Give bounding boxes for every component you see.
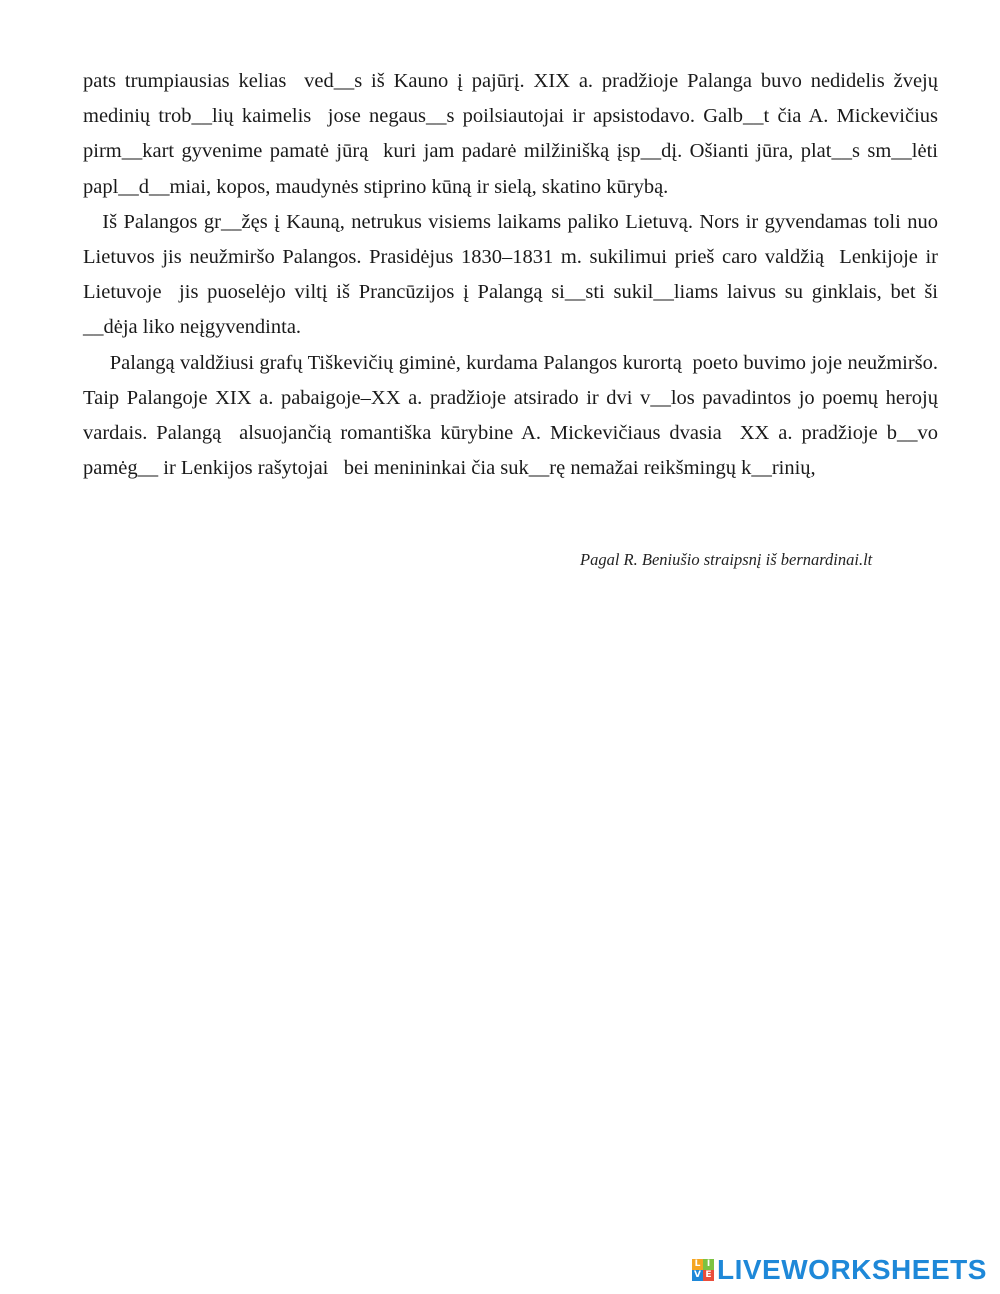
paragraph-1: pats trumpiausias kelias ved__s iš Kauno į pajūrį. XIX a. pradžioje Palanga buvo nedidelis žvejų medinių trob__lių kaimelis jose negaus__s poilsiautojai ir apsistodavo. Galb__t čia A. Mickevičius pirm__kart gyvenime pamatė jūrą kuri jam padarė milžinišką įsp__dį. Ošianti jūra, plat__s sm__lėti papl__d__miai, kopos, maudynės stiprino kūną ir sielą, skatino kūrybą. [83, 70, 944, 198]
logo-letter-e: E [703, 1270, 714, 1281]
liveworksheets-brand [692, 1253, 987, 1287]
article-text [83, 64, 949, 486]
paragraph-3: Palangą valdžiusi grafų Tiškevičių giminė, kurdama Palangos kurortą poeto buvimo joje neužmiršo. Taip Palangoje XIX a. pabaigoje–XX a. pradžioje atsirado ir dvi v__los pavadintos jo poemų herojų vardais. Palangą alsuojančią romantiška kūrybine A. Mickevičiaus dvasia XX a. pradžioje b__vo pamėg__ ir Lenkijos rašytojai bei menininkai čia suk__rę nemažai reikšmingų k__rinių, [83, 351, 944, 480]
paragraph-2: Iš Palangos gr__žęs į Kauną, netrukus visiems laikams paliko Lietuvą. Nors ir gyvendamas toli nuo Lietuvos jis neužmiršo Palangos. Prasidėjus 1830–1831 m. sukilimui prieš caro valdžią Lenkijoje ir Lietuvoje jis puoselėjo viltį iš Prancūzijos į Palangą si__sti sukil__liams laivus su ginklais, bet ši __dėja liko neįgyvendinta. [83, 210, 949, 339]
logo-letter-v: V [692, 1270, 703, 1281]
brand-wordmark: LIVEWORKSHEETS [717, 1254, 987, 1285]
source-citation: Pagal R. Beniušio straipsnį iš bernardinai.lt [580, 550, 873, 569]
logo-letter-l: L [692, 1259, 703, 1270]
logo-letter-i: I [703, 1259, 714, 1270]
liveworksheets-logo-icon [692, 1259, 714, 1281]
